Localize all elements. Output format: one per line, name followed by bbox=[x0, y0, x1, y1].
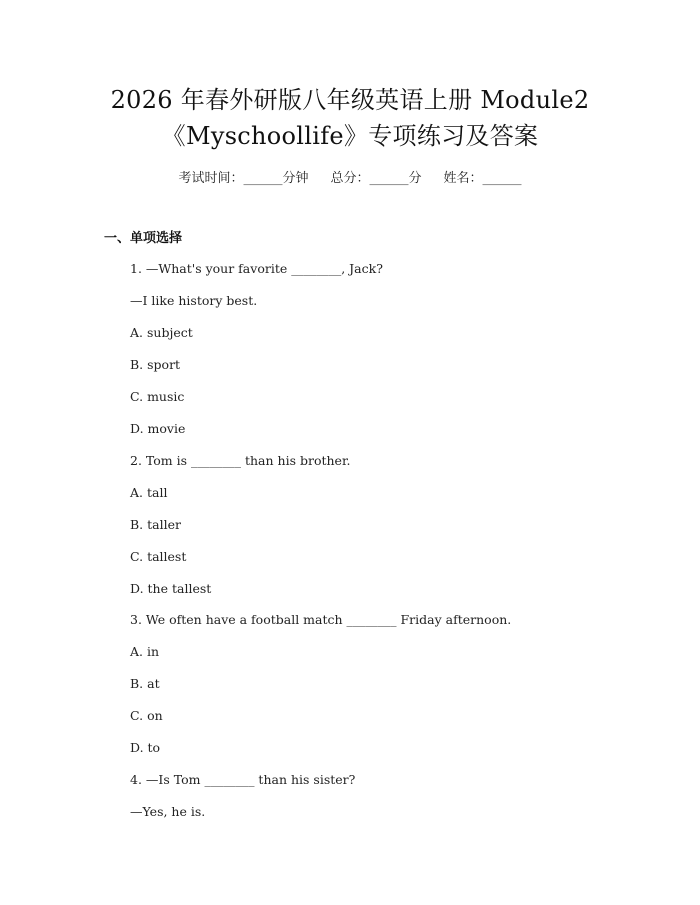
option-line: D. to bbox=[130, 740, 161, 755]
question-line: 1. —What's your favorite ________, Jack? bbox=[130, 261, 383, 276]
question-line: 4. —Is Tom ________ than his sister? bbox=[130, 772, 356, 787]
document-title-line2: 《Myschoollife》专项练习及答案 bbox=[161, 122, 539, 150]
exam-score: 总分：______分 bbox=[330, 171, 422, 186]
option-line: B. at bbox=[130, 676, 160, 691]
section-heading: 一、单项选择 bbox=[104, 231, 183, 246]
document-title-line1: 2026 年春外研版八年级英语上册 Module2 bbox=[110, 86, 590, 114]
option-line: D. the tallest bbox=[130, 581, 212, 596]
option-line: A. in bbox=[130, 644, 160, 659]
option-line: D. movie bbox=[130, 421, 186, 436]
question-line: 3. We often have a football match ________ Friday afternoon. bbox=[130, 612, 512, 627]
exam-time: 考试时间：______分钟 bbox=[178, 171, 309, 186]
option-line: A. subject bbox=[130, 325, 193, 340]
exam-info bbox=[0, 170, 700, 188]
option-line: B. taller bbox=[130, 517, 181, 532]
question-line: 2. Tom is ________ than his brother. bbox=[130, 453, 351, 468]
question-line: —Yes, he is. bbox=[130, 804, 206, 819]
question-line: —I like history best. bbox=[130, 293, 258, 308]
option-line: A. tall bbox=[130, 485, 168, 500]
option-line: C. music bbox=[130, 389, 185, 404]
option-line: B. sport bbox=[130, 357, 181, 372]
option-line: C. on bbox=[130, 708, 163, 723]
exam-name: 姓名：______ bbox=[443, 171, 522, 186]
option-line: C. tallest bbox=[130, 549, 187, 564]
